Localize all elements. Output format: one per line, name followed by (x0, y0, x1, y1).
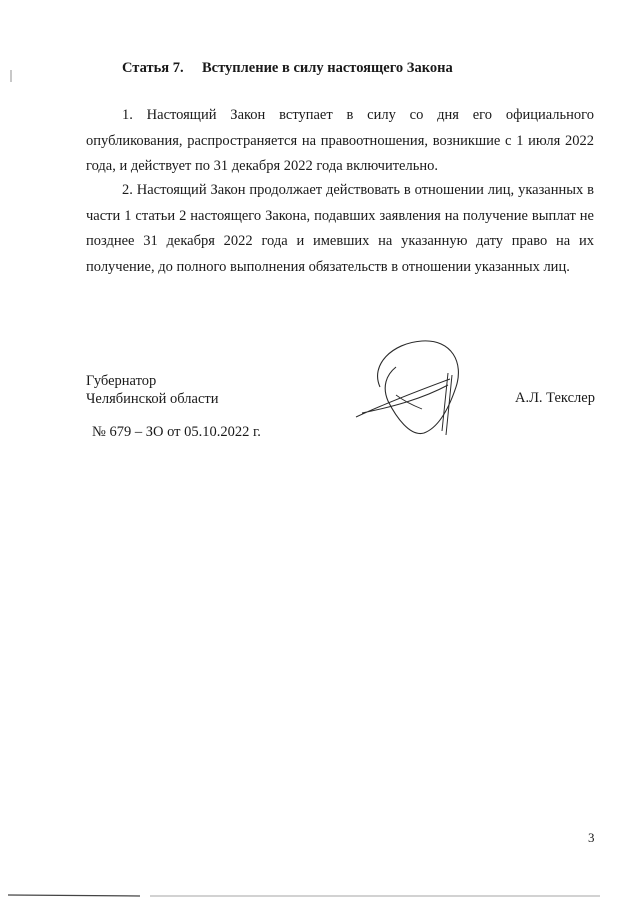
handwritten-signature (352, 335, 472, 440)
signatory-position-line-2: Челябинской области (86, 391, 219, 407)
scan-margin-mark (10, 70, 12, 82)
signatory-position-line-1: Губернатор (86, 373, 157, 389)
scan-bottom-edge (0, 893, 640, 899)
article-title: Вступление в силу настоящего Закона (202, 60, 453, 76)
signatory-name: А.Л. Текслер (515, 390, 595, 406)
page-number: 3 (588, 830, 595, 845)
law-number-and-date: № 679 – ЗО от 05.10.2022 г. (92, 424, 261, 440)
paragraph-1: 1. Настоящий Закон вступает в силу со дня его официального опубликования, распространяется на правоотношения, возникшие с 1 июля 2022 года, и действует по 31 декабря 2022 года включительно. (86, 107, 594, 174)
article-number: Статья 7. (122, 60, 184, 76)
article-heading (122, 60, 453, 77)
signatory-position (86, 372, 219, 408)
paragraph-2: 2. Настоящий Закон продолжает действовать в отношении лиц, указанных в части 1 статьи 2 настоящего Закона, подавших заявления на получение выплат не позднее 31 декабря 2022 года и имевших на указанную дату право на их получение, до полного выполнения обязательств в отношении указанных лиц. (86, 182, 594, 275)
